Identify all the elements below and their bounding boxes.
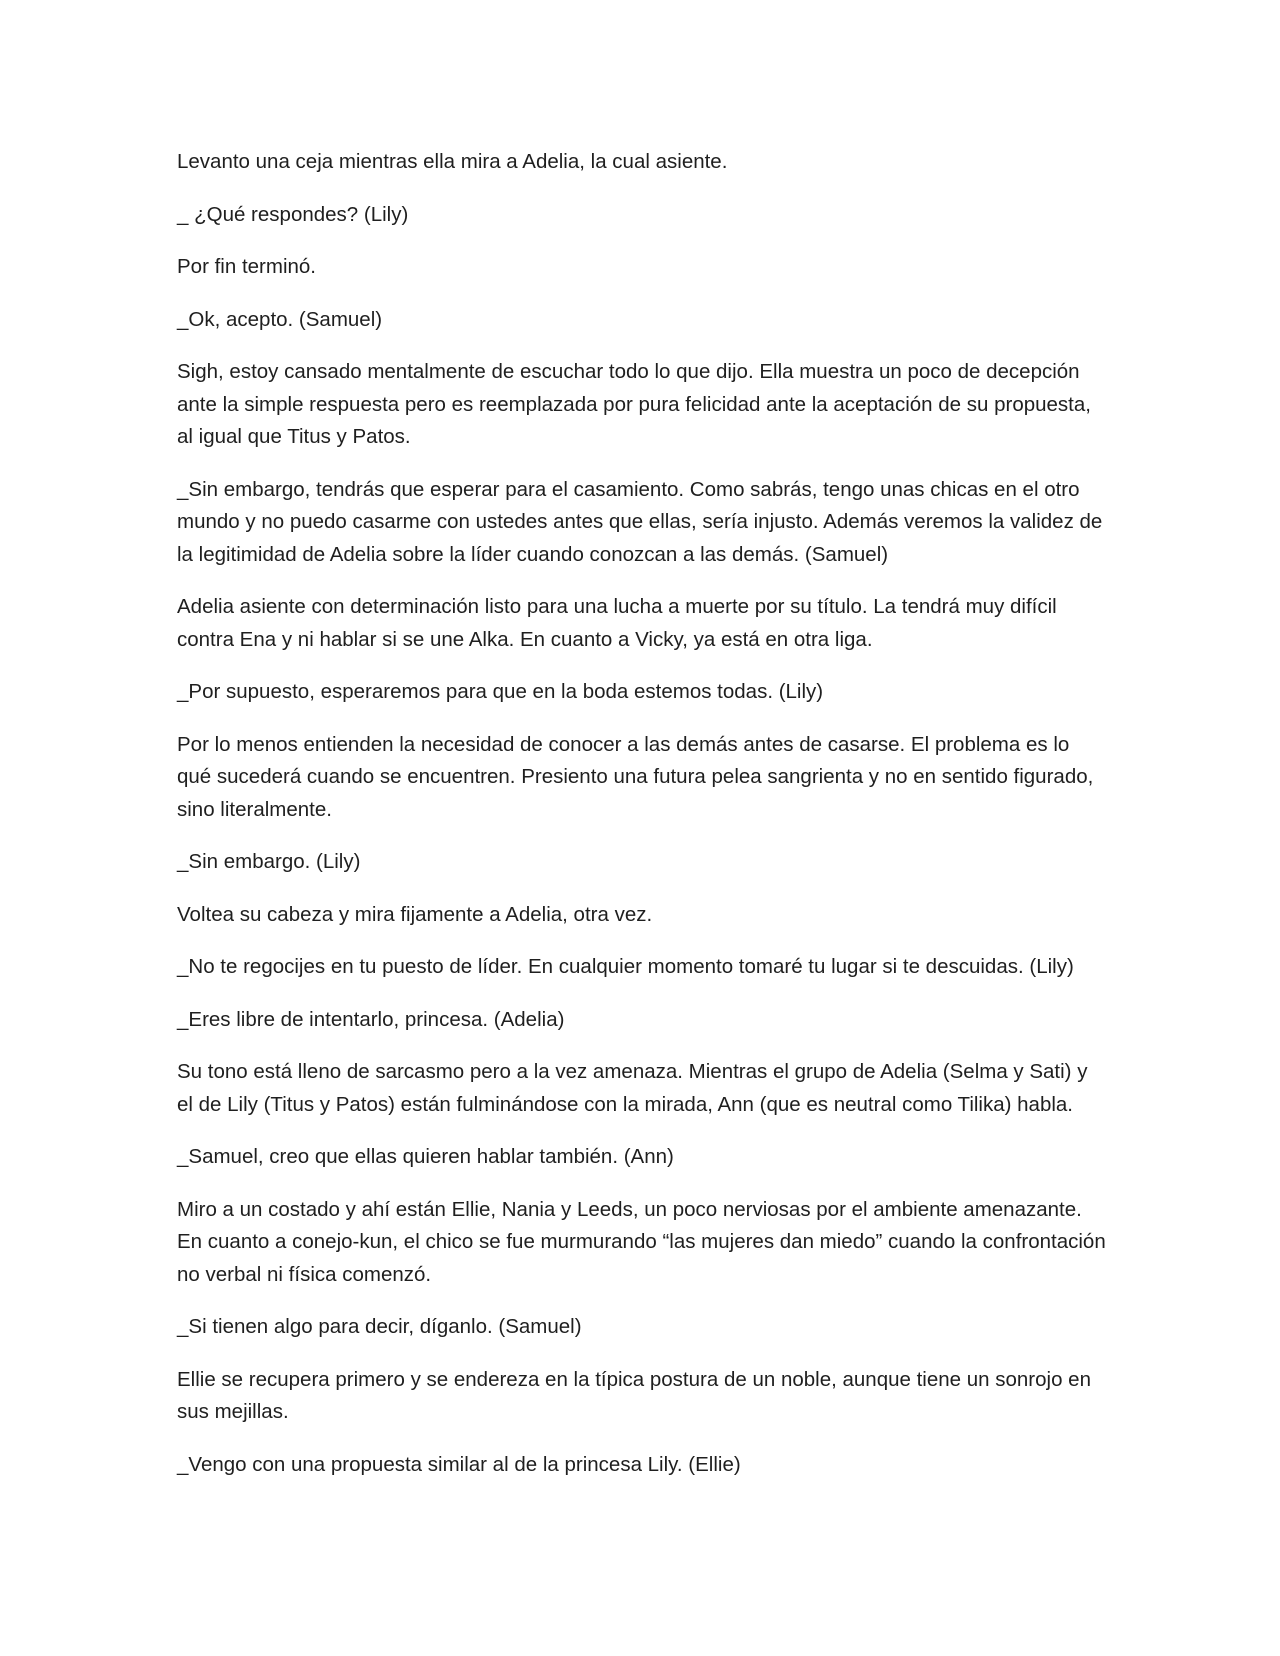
paragraph: Levanto una ceja mientras ella mira a Adelia, la cual asiente.	[177, 150, 728, 173]
document-body	[177, 146, 1107, 1501]
dialogue-line: _Ok, acepto. (Samuel)	[177, 307, 383, 331]
dialogue-line: _Eres libre de intentarlo, princesa. (Adelia)	[177, 1007, 565, 1031]
paragraph: Voltea su cabeza y mira fijamente a Adelia, otra vez.	[177, 902, 653, 926]
dialogue-line: _Samuel, creo que ellas quieren hablar también. (Ann)	[177, 1145, 674, 1168]
paragraph: Miro a un costado y ahí están Ellie, Nania y Leeds, un poco nerviosas por el ambiente amenazante. En cuanto a conejo-kun, el chico se fue murmurando “las mujeres dan miedo” cuando la confrontación no verbal ni física comenzó.	[177, 1197, 1106, 1286]
dialogue-line: _Sin embargo, tendrás que esperar para el casamiento. Como sabrás, tengo unas chicas en el otro mundo y no puedo casarme con ustedes antes que ellas, sería injusto. Además veremos la validez de la legitimidad de Adelia sobre la líder cuando conozcan a las demás. (Samuel)	[177, 477, 1103, 566]
dialogue-line: _Por supuesto, esperaremos para que en la boda estemos todas. (Lily)	[177, 680, 824, 703]
dialogue-line: _Si tienen algo para decir, díganlo. (Samuel)	[177, 1315, 582, 1338]
paragraph: Por lo menos entienden la necesidad de conocer a las demás antes de casarse. El problema es lo qué sucederá cuando se encuentren. Presiento una futura pelea sangrienta y no en sentido figurado, sino literalmente.	[177, 732, 1094, 821]
paragraph: Ellie se recupera primero y se endereza en la típica postura de un noble, aunque tiene un sonrojo en sus mejillas.	[177, 1367, 1091, 1423]
paragraph: Adelia asiente con determinación listo para una lucha a muerte por su título. La tendrá muy difícil contra Ena y ni hablar si se une Alka. En cuanto a Vicky, ya está en otra liga.	[177, 595, 1057, 651]
paragraph: Sigh, estoy cansado mentalmente de escuchar todo lo que dijo. Ella muestra un poco de decepción ante la simple respuesta pero es reemplazada por pura felicidad ante la aceptación de su propuesta, al igual que Titus y Patos.	[177, 360, 1091, 448]
paragraph: Su tono está lleno de sarcasmo pero a la vez amenaza. Mientras el grupo de Adelia (Selma y Sati) y el de Lily (Titus y Patos) están fulminándose con la mirada, Ann (que es neutral como Tilika) habla.	[177, 1060, 1088, 1116]
dialogue-line: _ ¿Qué respondes? (Lily)	[177, 202, 409, 226]
dialogue-line: _Vengo con una propuesta similar al de la princesa Lily. (Ellie)	[177, 1452, 741, 1476]
dialogue-line: _No te regocijes en tu puesto de líder. En cualquier momento tomaré tu lugar si te descuidas. (Lily)	[177, 955, 1074, 978]
paragraph: Por fin terminó.	[177, 255, 316, 278]
dialogue-line: _Sin embargo. (Lily)	[177, 850, 361, 873]
